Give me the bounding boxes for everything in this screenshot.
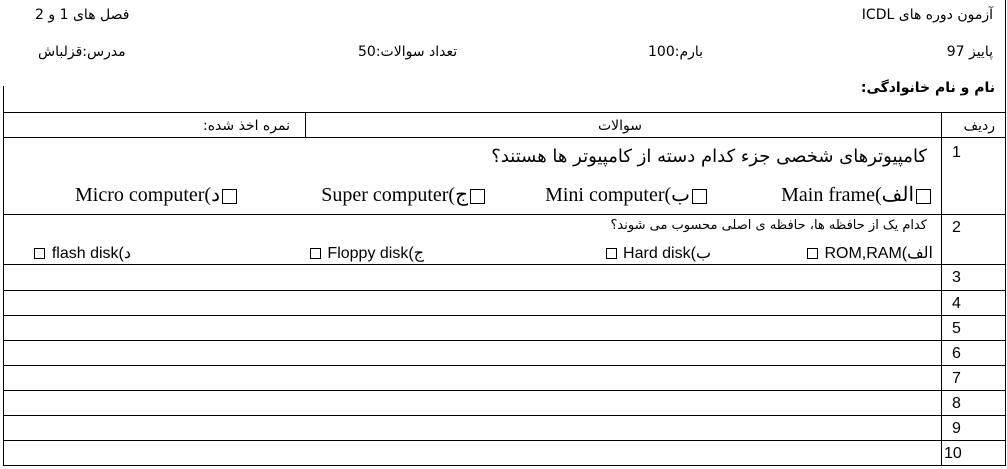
row-number: 2 [952,219,961,236]
option-b[interactable] [604,243,711,263]
row-number: 3 [952,269,961,286]
checkbox-icon[interactable] [310,248,321,259]
row-divider-6 [3,365,1006,366]
row-number: 1 [952,144,961,161]
question-text: کامپیوترهای شخصی جزء کدام دسته از کامپیوتر ها هستند؟ [491,146,927,167]
option-c[interactable] [308,243,424,263]
option-b[interactable] [545,182,709,207]
table-right-border [1005,0,1006,466]
table-left-border [3,86,4,466]
chapter-label: فصل های 1 و 2 [35,7,130,23]
row-number: 6 [952,345,961,362]
option-label: د)flash disk [51,245,131,262]
row-divider-5 [3,340,1006,341]
checkbox-icon[interactable] [222,189,237,204]
option-d[interactable] [32,243,131,263]
row-divider-8 [3,415,1006,416]
option-label: ب)Hard disk [623,245,711,262]
exam-title: آزمون دوره های ICDL [861,7,993,23]
checkbox-icon[interactable] [606,248,617,259]
table-bottom-border [3,465,1006,466]
row-number: 7 [952,370,961,387]
score-column-divider [305,112,306,137]
option-a[interactable] [805,243,933,263]
row-divider-7 [3,390,1006,391]
row-number: 8 [952,395,961,412]
option-label: الف)Main frame [781,184,914,206]
row-divider-1 [3,214,1006,215]
option-label: ج)Floppy disk [327,245,424,262]
row-number: 10 [944,445,962,462]
question-text: کدام یک از حافظه ها، حافظه ی اصلی محسوب می شوند؟ [610,218,927,233]
term-label: پاییز 97 [946,44,993,60]
option-label: الف)ROM,RAM [824,245,933,262]
row-divider-9 [3,440,1006,441]
row-number: 4 [952,295,961,312]
teacher-label: مدرس:قزلباش [38,44,126,60]
score-label: بارم:100 [648,44,704,60]
checkbox-icon[interactable] [34,248,45,259]
column-header-questions: سوالات [598,118,643,134]
checkbox-icon[interactable] [807,248,818,259]
option-label: د)Micro computer [75,184,220,206]
row-divider-2 [3,264,1006,265]
checkbox-icon[interactable] [470,189,485,204]
column-header-row: ردیف [963,118,995,134]
table-header-bottom-border [3,137,1006,138]
table-top-border [3,112,1006,113]
row-number-column-divider [941,112,942,466]
checkbox-icon[interactable] [692,189,707,204]
row-number: 9 [952,420,961,437]
column-header-score: نمره اخذ شده: [203,118,290,134]
name-label: نام و نام خانوادگی: [860,80,995,96]
row-divider-3 [3,290,1006,291]
option-label: ب)Mini computer [545,184,690,206]
row-number: 5 [952,320,961,337]
row-divider-4 [3,315,1006,316]
option-a[interactable] [781,182,933,207]
checkbox-icon[interactable] [916,189,931,204]
question-count-label: تعداد سوالات:50 [358,44,458,60]
option-c[interactable] [321,182,487,207]
option-label: ج)Super computer [321,184,468,206]
option-d[interactable] [75,182,239,207]
